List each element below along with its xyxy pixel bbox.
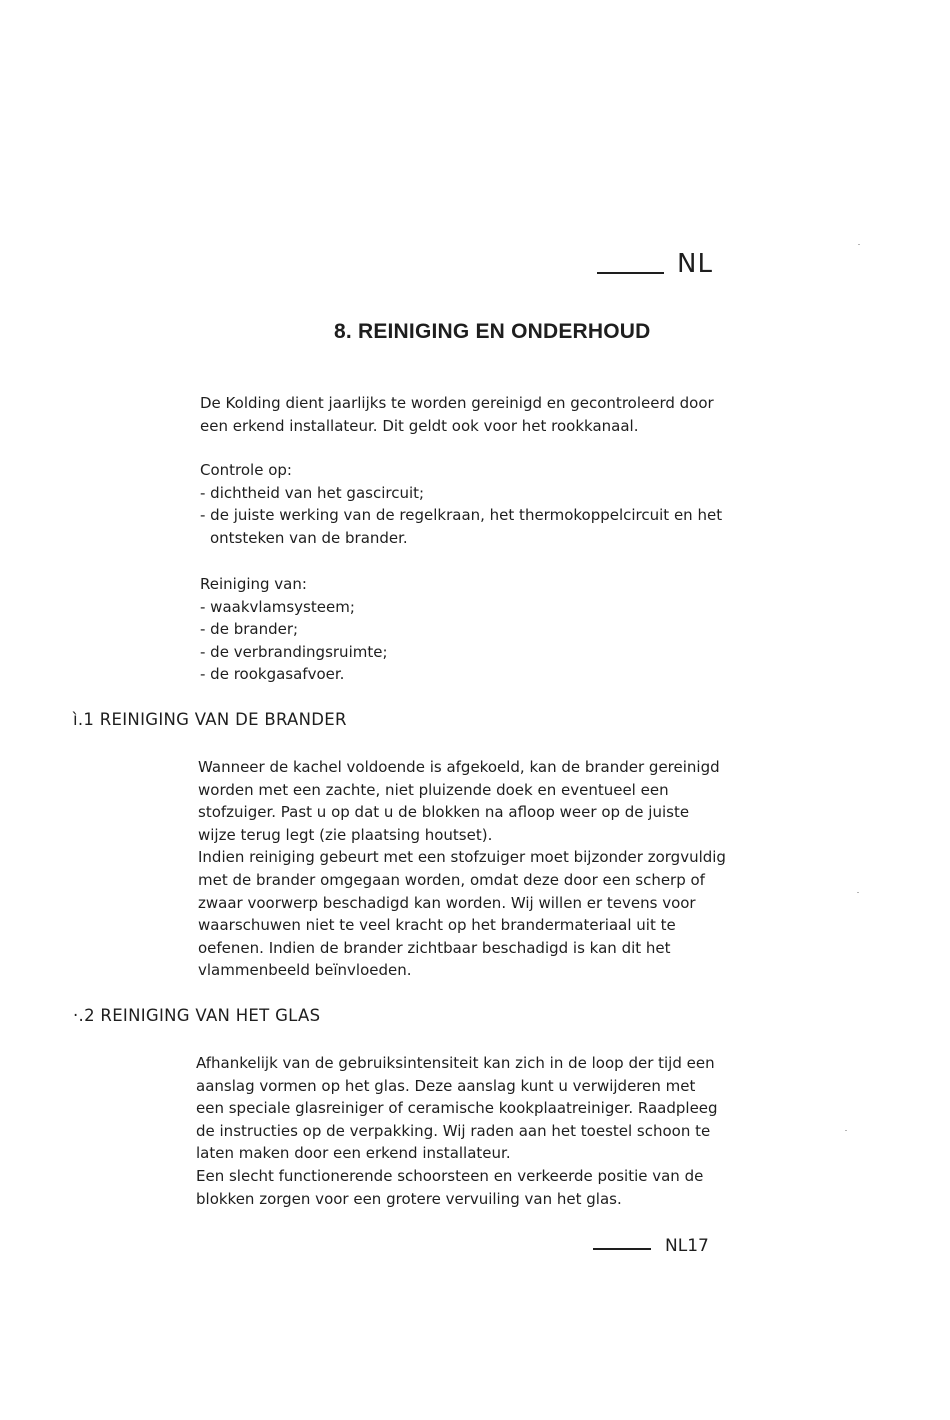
text-line: Een slecht functionerende schoorsteen en verkeerde positie van de <box>196 1166 704 1185</box>
section-heading-glass: ·.2 REINIGING VAN HET GLAS <box>73 1006 321 1025</box>
text-line: zwaar voorwerp beschadigd kan worden. Wij willen er tevens voor <box>198 893 696 912</box>
cleaning-list <box>200 573 388 686</box>
section-body-burner <box>198 756 726 982</box>
text-line: stofzuiger. Past u op dat u de blokken na afloop weer op de juiste <box>198 803 690 822</box>
list-item: - dichtheid van het gascircuit; <box>200 483 425 502</box>
language-code: NL <box>677 249 713 279</box>
list-heading: Reiniging van: <box>200 575 307 593</box>
list-heading: Controle op: <box>200 461 292 479</box>
page-number: NL17 <box>665 1236 709 1256</box>
scan-speck <box>845 1130 847 1131</box>
list-item: - de rookgasafvoer. <box>200 665 345 684</box>
text-line: waarschuwen niet te veel kracht op het brandermateriaal uit te <box>198 916 676 935</box>
list-item-continuation: ontsteken van de brander. <box>210 528 408 547</box>
scan-speck <box>857 892 859 893</box>
text-line: Wanneer de kachel voldoende is afgekoeld, kan de brander gereinigd <box>198 758 720 776</box>
text-line: vlammenbeeld beïnvloeden. <box>198 961 412 980</box>
text-line: De Kolding dient jaarlijks te worden gereinigd en gecontroleerd door <box>200 394 714 412</box>
scan-speck <box>858 244 860 245</box>
text-line: wijze terug legt (zie plaatsing houtset). <box>198 825 493 844</box>
text-line: Afhankelijk van de gebruiksintensiteit kan zich in de loop der tijd een <box>196 1054 715 1072</box>
text-line: oefenen. Indien de brander zichtbaar beschadigd is kan dit het <box>198 938 671 957</box>
text-line: aanslag vormen op het glas. Deze aanslag kunt u verwijderen met <box>196 1076 696 1095</box>
text-line: worden met een zachte, niet pluizende doek en eventueel een <box>198 780 669 799</box>
text-line: een erkend installateur. Dit geldt ook voor het rookkanaal. <box>200 416 639 435</box>
footer-rule <box>593 1248 651 1250</box>
section-body-glass <box>196 1052 718 1210</box>
text-line: de instructies op de verpakking. Wij raden aan het toestel schoon te <box>196 1121 711 1140</box>
list-item: - de verbrandingsruimte; <box>200 642 388 661</box>
page-title: 8. REINIGING EN ONDERHOUD <box>334 320 651 343</box>
text-line: laten maken door een erkend installateur. <box>196 1144 511 1163</box>
list-item: - de juiste werking van de regelkraan, het thermokoppelcircuit en het <box>200 506 723 525</box>
text-line: blokken zorgen voor een grotere vervuiling van het glas. <box>196 1189 622 1208</box>
list-item: - waakvlamsysteem; <box>200 597 355 616</box>
text-line: Indien reiniging gebeurt met een stofzuiger moet bijzonder zorgvuldig <box>198 848 726 867</box>
header-rule <box>597 272 664 274</box>
text-line: een speciale glasreiniger of ceramische kookplaatreiniger. Raadpleeg <box>196 1099 718 1118</box>
section-heading-burner: ì.1 REINIGING VAN DE BRANDER <box>73 710 347 729</box>
intro-paragraph <box>200 392 714 437</box>
list-item: - de brander; <box>200 620 299 639</box>
text-line: met de brander omgegaan worden, omdat deze door een scherp of <box>198 870 705 889</box>
check-list <box>200 459 722 549</box>
